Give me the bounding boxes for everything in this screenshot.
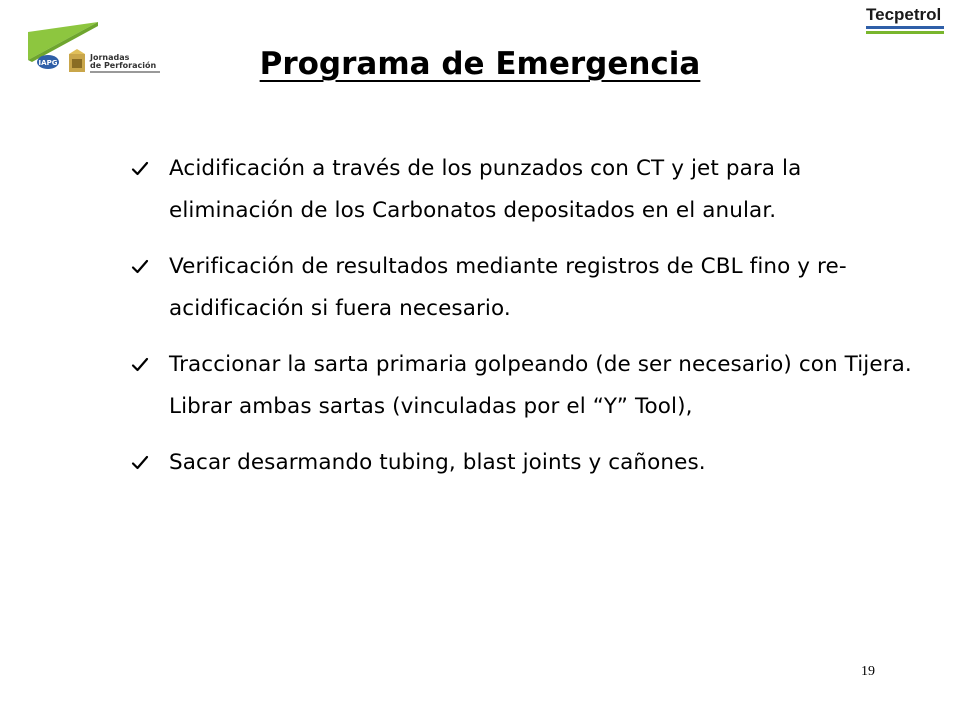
svg-text:IAPG: IAPG xyxy=(38,59,58,67)
page-number: 19 xyxy=(861,664,875,679)
bullet-item xyxy=(131,344,921,428)
logo-stripe-green xyxy=(866,31,944,34)
checkmark-icon xyxy=(131,442,153,484)
bullet-item xyxy=(131,442,921,484)
bullet-item xyxy=(131,148,921,232)
bullet-text: Sacar desarmando tubing, blast joints y cañones. xyxy=(169,450,706,475)
checkmark-icon xyxy=(131,246,153,288)
bullet-item xyxy=(131,246,921,330)
bullet-list xyxy=(131,148,921,498)
tecpetrol-logo xyxy=(866,6,944,36)
bullet-text: Acidificación a través de los punzados con CT y jet para la eliminación de los Carbonatos depositados en el anular. xyxy=(169,156,802,223)
checkmark-icon xyxy=(131,148,153,190)
checkmark-icon xyxy=(131,344,153,386)
tecpetrol-logo-text: Tecpetrol xyxy=(866,5,942,24)
bullet-text: Traccionar la sarta primaria golpeando (de ser necesario) con Tijera. Librar ambas sartas (vinculadas por el “Y” Tool), xyxy=(169,352,912,419)
bullet-text: Verificación de resultados mediante registros de CBL fino y re-acidificación si fuera necesario. xyxy=(169,254,847,321)
svg-text:Jornadas: Jornadas xyxy=(90,53,130,62)
slide-title: Programa de Emergencia xyxy=(259,46,701,82)
svg-text:de Perforación: de Perforación xyxy=(90,61,157,70)
logo-stripe-blue xyxy=(866,26,944,29)
